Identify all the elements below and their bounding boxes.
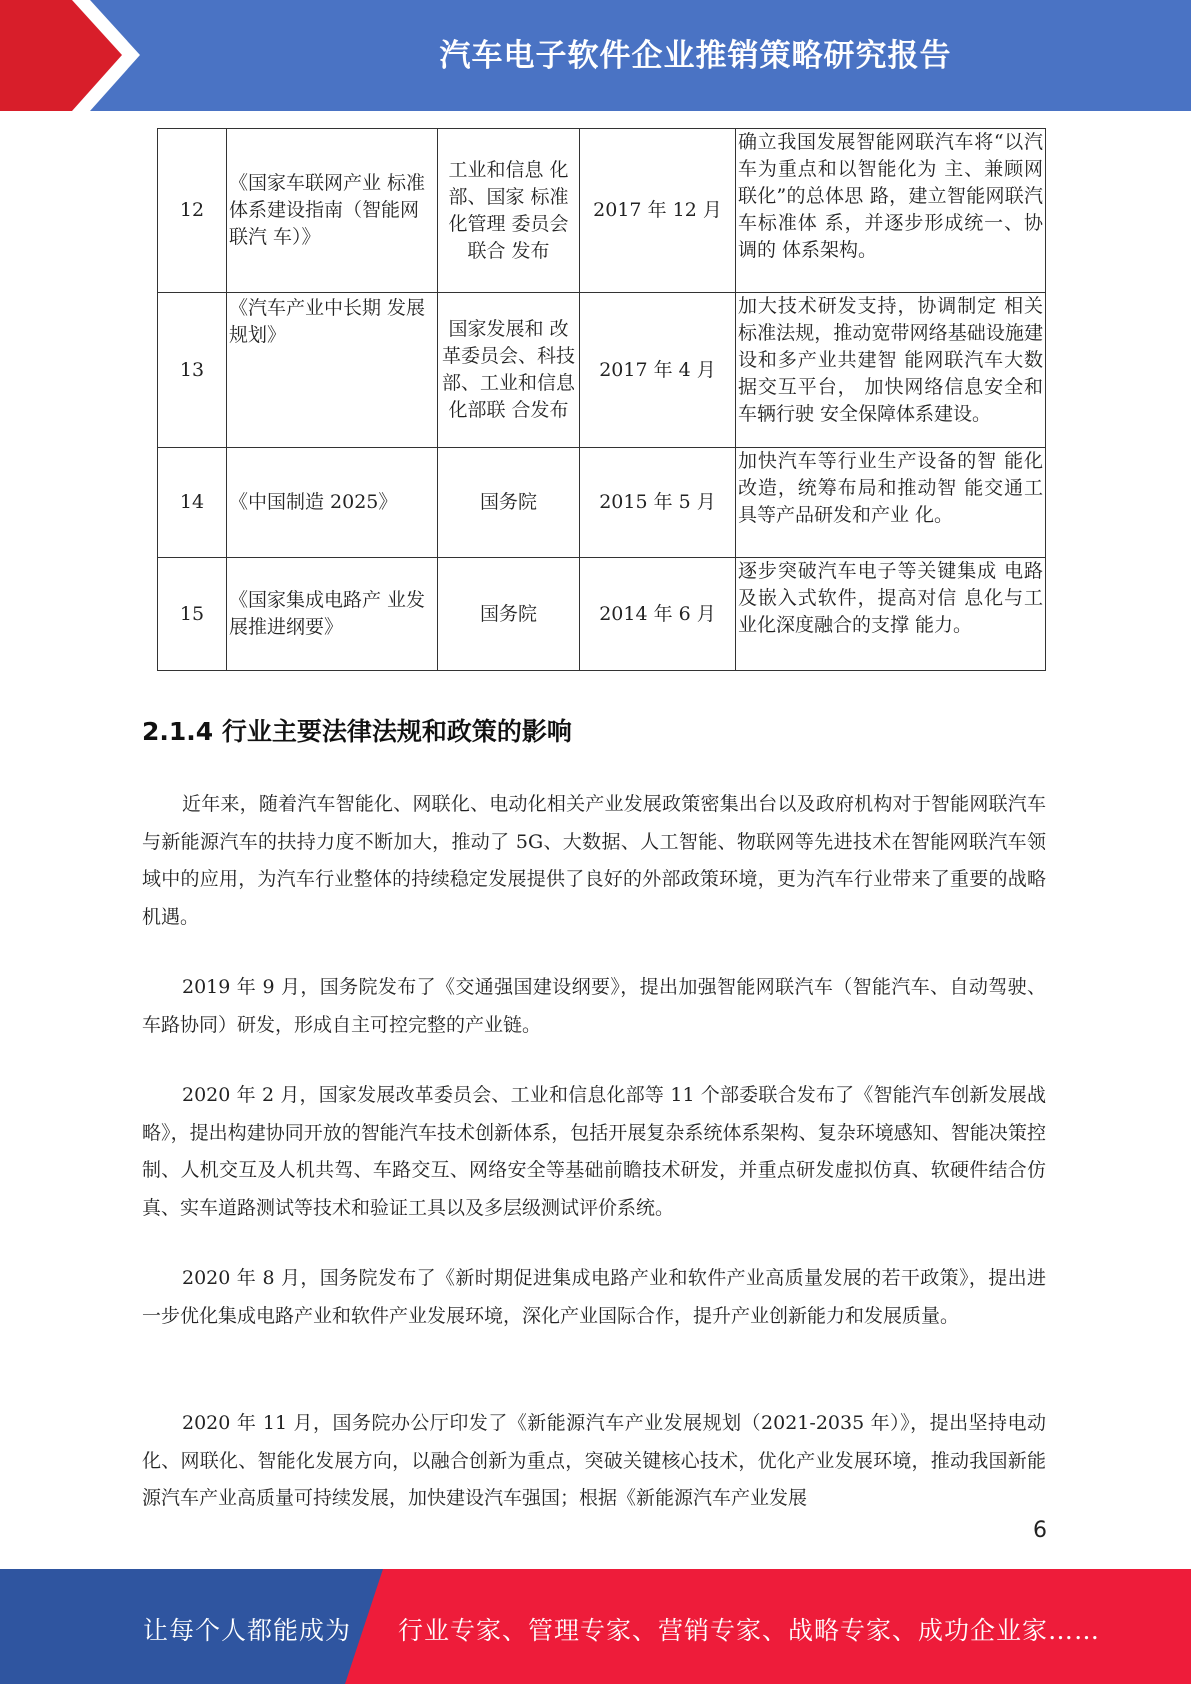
policy-description: 逐步突破汽车电子等关键集成 电路及嵌入式软件，提高对信 息化与工业化深度融合的支撑 能力。: [736, 558, 1046, 671]
policy-description-text: 加大技术研发支持，协调制定 相关标准法规，推动宽带网络基础设施建设和多产业共建智 能网联汽车大数据交互平台， 加快网络信息安全和车辆行驶 安全保障体系建设。: [738, 295, 1043, 425]
issuing-department: 国务院: [438, 448, 580, 558]
table-row: [158, 293, 1046, 448]
row-number: 14: [158, 448, 227, 558]
table-row: [158, 129, 1046, 293]
body-paragraph: 2020 年 8 月，国务院发布了《新时期促进集成电路产业和软件产业高质量发展的若干政策》，提出进一步优化集成电路产业和软件产业发展环境，深化产业国际合作，提升产业创新能力和发展质量。: [142, 1267, 1046, 1327]
policy-name: 《中国制造 2025》: [227, 448, 438, 558]
policy-name-text: 《汽车产业中长期 发展规划》: [229, 297, 426, 346]
policy-description: [736, 293, 1046, 448]
issue-date: 2015 年 5 月: [580, 448, 736, 558]
row-number: 15: [158, 558, 227, 671]
issue-date: 2017 年 4 月: [580, 293, 736, 448]
policy-name: [227, 293, 438, 448]
policy-description: 确立我国发展智能网联汽车将“以汽车为重点和以智能化为 主、兼顾网联化”的总体思 路，建立智能网联汽车标准体 系，并逐步形成统一、协调的 体系架构。: [736, 129, 1046, 293]
page-number: 6: [1033, 1518, 1047, 1543]
policy-table: [157, 128, 1046, 671]
policy-description: 加快汽车等行业生产设备的智 能化改造，统筹布局和推动智 能交通工具等产品研发和产业 化。: [736, 448, 1046, 558]
row-number: 12: [158, 129, 227, 293]
issuing-department: 工业和信息 化部、国家 标准化管理 委员会联合 发布: [438, 129, 580, 293]
issue-date: 2017 年 12 月: [580, 129, 736, 293]
header-banner: [0, 0, 1191, 111]
row-number: 13: [158, 293, 227, 448]
footer-slogan-left: 让每个人都能成为: [143, 1616, 352, 1645]
body-paragraph: 2020 年 2 月，国家发展改革委员会、工业和信息化部等 11 个部委联合发布了《智能汽车创新发展战略》，提出构建协同开放的智能汽车技术创新体系，包括开展复杂系统体系架构、复杂环境感知、智能决策控制、人机交互及人机共驾、车路交互、网络安全等基础前瞻技术研发，并重点研发虚拟仿真、软硬件结合仿真、实车道路测试等技术和验证工具以及多层级测试评价系统。: [142, 1084, 1046, 1219]
issuing-department: 国务院: [438, 558, 580, 671]
section-heading: 2.1.4 行业主要法律法规和政策的影响: [142, 717, 572, 746]
body-paragraph: 2020 年 11 月，国务院办公厅印发了《新能源汽车产业发展规划（2021-2035 年）》，提出坚持电动化、网联化、智能化发展方向，以融合创新为重点，突破关键核心技术，优化产业发展环境，推动我国新能源汽车产业高质量可持续发展，加快建设汽车强国；根据《新能源汽车产业发展: [142, 1412, 1046, 1509]
footer-slogan-right: 行业专家、管理专家、营销专家、战略专家、成功企业家……: [398, 1616, 1101, 1645]
footer-banner: [0, 1569, 1191, 1684]
table-row: [158, 558, 1046, 671]
body-paragraph: 2019 年 9 月，国务院发布了《交通强国建设纲要》，提出加强智能网联汽车（智能汽车、自动驾驶、车路协同）研发，形成自主可控完整的产业链。: [142, 976, 1046, 1036]
report-title: 汽车电子软件企业推销策略研究报告: [439, 38, 952, 74]
issuing-department: 国家发展和 改革委员会、科技 部、工业和信息化部联 合发布: [438, 293, 580, 448]
body-paragraph: 近年来，随着汽车智能化、网联化、电动化相关产业发展政策密集出台以及政府机构对于智能网联汽车与新能源汽车的扶持力度不断加大，推动了 5G、大数据、人工智能、物联网等先进技术在智能网联汽车领域中的应用，为汽车行业整体的持续稳定发展提供了良好的外部政策环境，更为汽车行业带来了重要的战略机遇。: [142, 793, 1046, 928]
issue-date: 2014 年 6 月: [580, 558, 736, 671]
policy-name: 《国家车联网产业 标准体系建设指南（智能网联汽 车）》: [227, 129, 438, 293]
header-chevron-decoration: [0, 0, 140, 111]
table-row: [158, 448, 1046, 558]
policy-name: 《国家集成电路产 业发展推进纲要》: [227, 558, 438, 671]
